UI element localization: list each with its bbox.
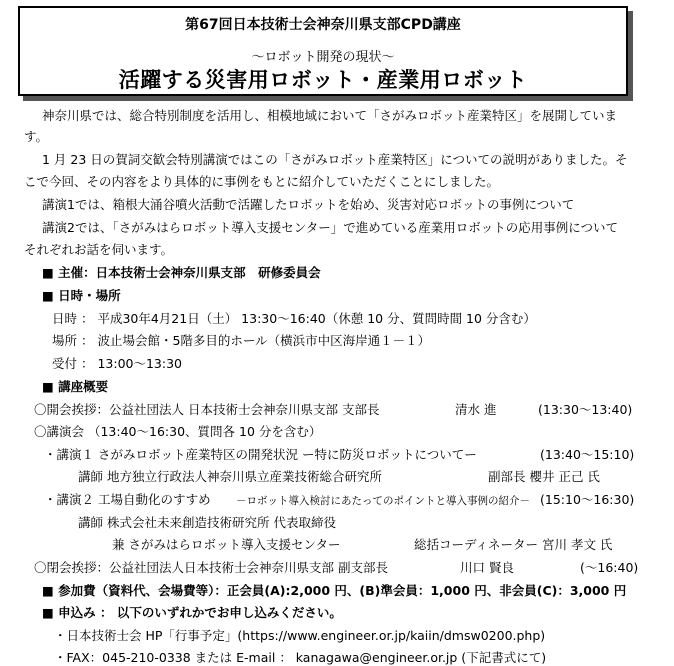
intro-line-5: 講演1では、箱根大涌谷噴火活動で活躍したロボットを始め、災害対応ロボットの事例について (42, 197, 575, 212)
intro-line-4: こで今回、その内容をより具体的に事例をもとに紹介していただくことにしました。 (24, 174, 500, 189)
closing-remarks: 〇閉会挨拶：公益社団法人日本技術士会神奈川県支部 副支部長 (34, 560, 388, 575)
fee-line: ■ 参加費（資料代、会場費等）：正会員(A):2,000 円、(B)準会員：1,000 円、非会員(C)：3,000 円 (42, 583, 627, 598)
intro-line-7: それぞれお話を伺います。 (24, 242, 174, 257)
opening-time: (13:30～13:40) (538, 402, 633, 417)
lecture1-time: (13:40～15:10) (540, 447, 635, 462)
apply-fax-email[interactable]: ・FAX：045-210-0338 または E-mail ： kanagawa@engineer.or.jp (下記書式にて) (54, 650, 547, 665)
date-row: 日時 ： 平成30年4月21日（土） 13:30～16:40（休憩 10 分、質問時間 10 分含む） (52, 311, 536, 326)
intro-line-2: す。 (24, 129, 49, 144)
apply-web-link[interactable]: ・日本技術士会 HP「行事予定」(https://www.engineer.or.jp/kaiin/dmsw0200.php) (54, 628, 546, 643)
opening-speaker: 清水 進 (455, 402, 497, 417)
lecture-heading: 〇講演会 （13:40～16:30、質問各 10 分を含む） (34, 424, 322, 439)
intro-line-6: 講演2では、「さがみはらロボット導入支援センター」で進めている産業用ロボットの応用事例について (42, 220, 618, 235)
lecture2-role: 総括コーディネーター 宮川 孝文 氏 (414, 537, 613, 552)
lecture1-speaker: 講師 地方独立行政法人神奈川県立産業技術総合研究所 (78, 469, 382, 484)
reception-row: 受付 ： 13:00～13:30 (52, 356, 182, 371)
venue-row: 場所 ： 波止場会館・5階多目的ホール（横浜市中区海岸通１－１） (52, 333, 431, 348)
lecture2-speaker: 講師 株式会社未来創造技術研究所 代表取締役 (78, 515, 336, 530)
event-series-title: 第67回日本技術士会神奈川県支部CPD講座 (185, 17, 461, 33)
intro-line-1: 神奈川県では、総合特別制度を活用し、相模地域において「さがみロボット産業特区」を展開していま (42, 108, 618, 123)
intro-line-3: 1 月 23 日の賀詞交歓会特別講演ではこの「さがみロボット産業特区」についての説明がありました。そ (42, 152, 628, 167)
apply-line: ■ 申込み ： 以下のいずれかでお申し込みください。 (42, 605, 342, 620)
opening-remarks: 〇開会挨拶：公益社団法人 日本技術士会神奈川県支部 支部長 (34, 402, 380, 417)
datetime-heading: ■ 日時・場所 (42, 288, 121, 303)
event-subtitle: ～ロボット開発の現状～ (251, 50, 395, 65)
sponsor-line: ■ 主催：日本技術士会神奈川県支部 研修委員会 (42, 265, 321, 280)
lecture2-speaker-org: 兼 さがみはらロボット導入支援センター (112, 537, 341, 552)
lecture2-subtitle: －ロボット導入検討にあたってのポイントと導入事例の紹介－ (236, 495, 530, 507)
event-main-title: 活躍する災害用ロボット・産業用ロボット (118, 68, 528, 92)
lecture1-title: ・講演１ さがみロボット産業特区の開発状況 ー特に防災ロボットについてー (44, 447, 477, 462)
lecture2-title: ・講演２ 工場自動化のすすめ (44, 492, 211, 507)
closing-time: (～16:40) (580, 560, 639, 575)
closing-speaker: 川口 賢良 (460, 560, 514, 575)
title-box (18, 6, 628, 96)
lecture2-time: (15:10～16:30) (540, 492, 635, 507)
lecture1-role: 副部長 櫻井 正己 氏 (488, 469, 600, 484)
overview-heading: ■ 講座概要 (42, 379, 109, 394)
